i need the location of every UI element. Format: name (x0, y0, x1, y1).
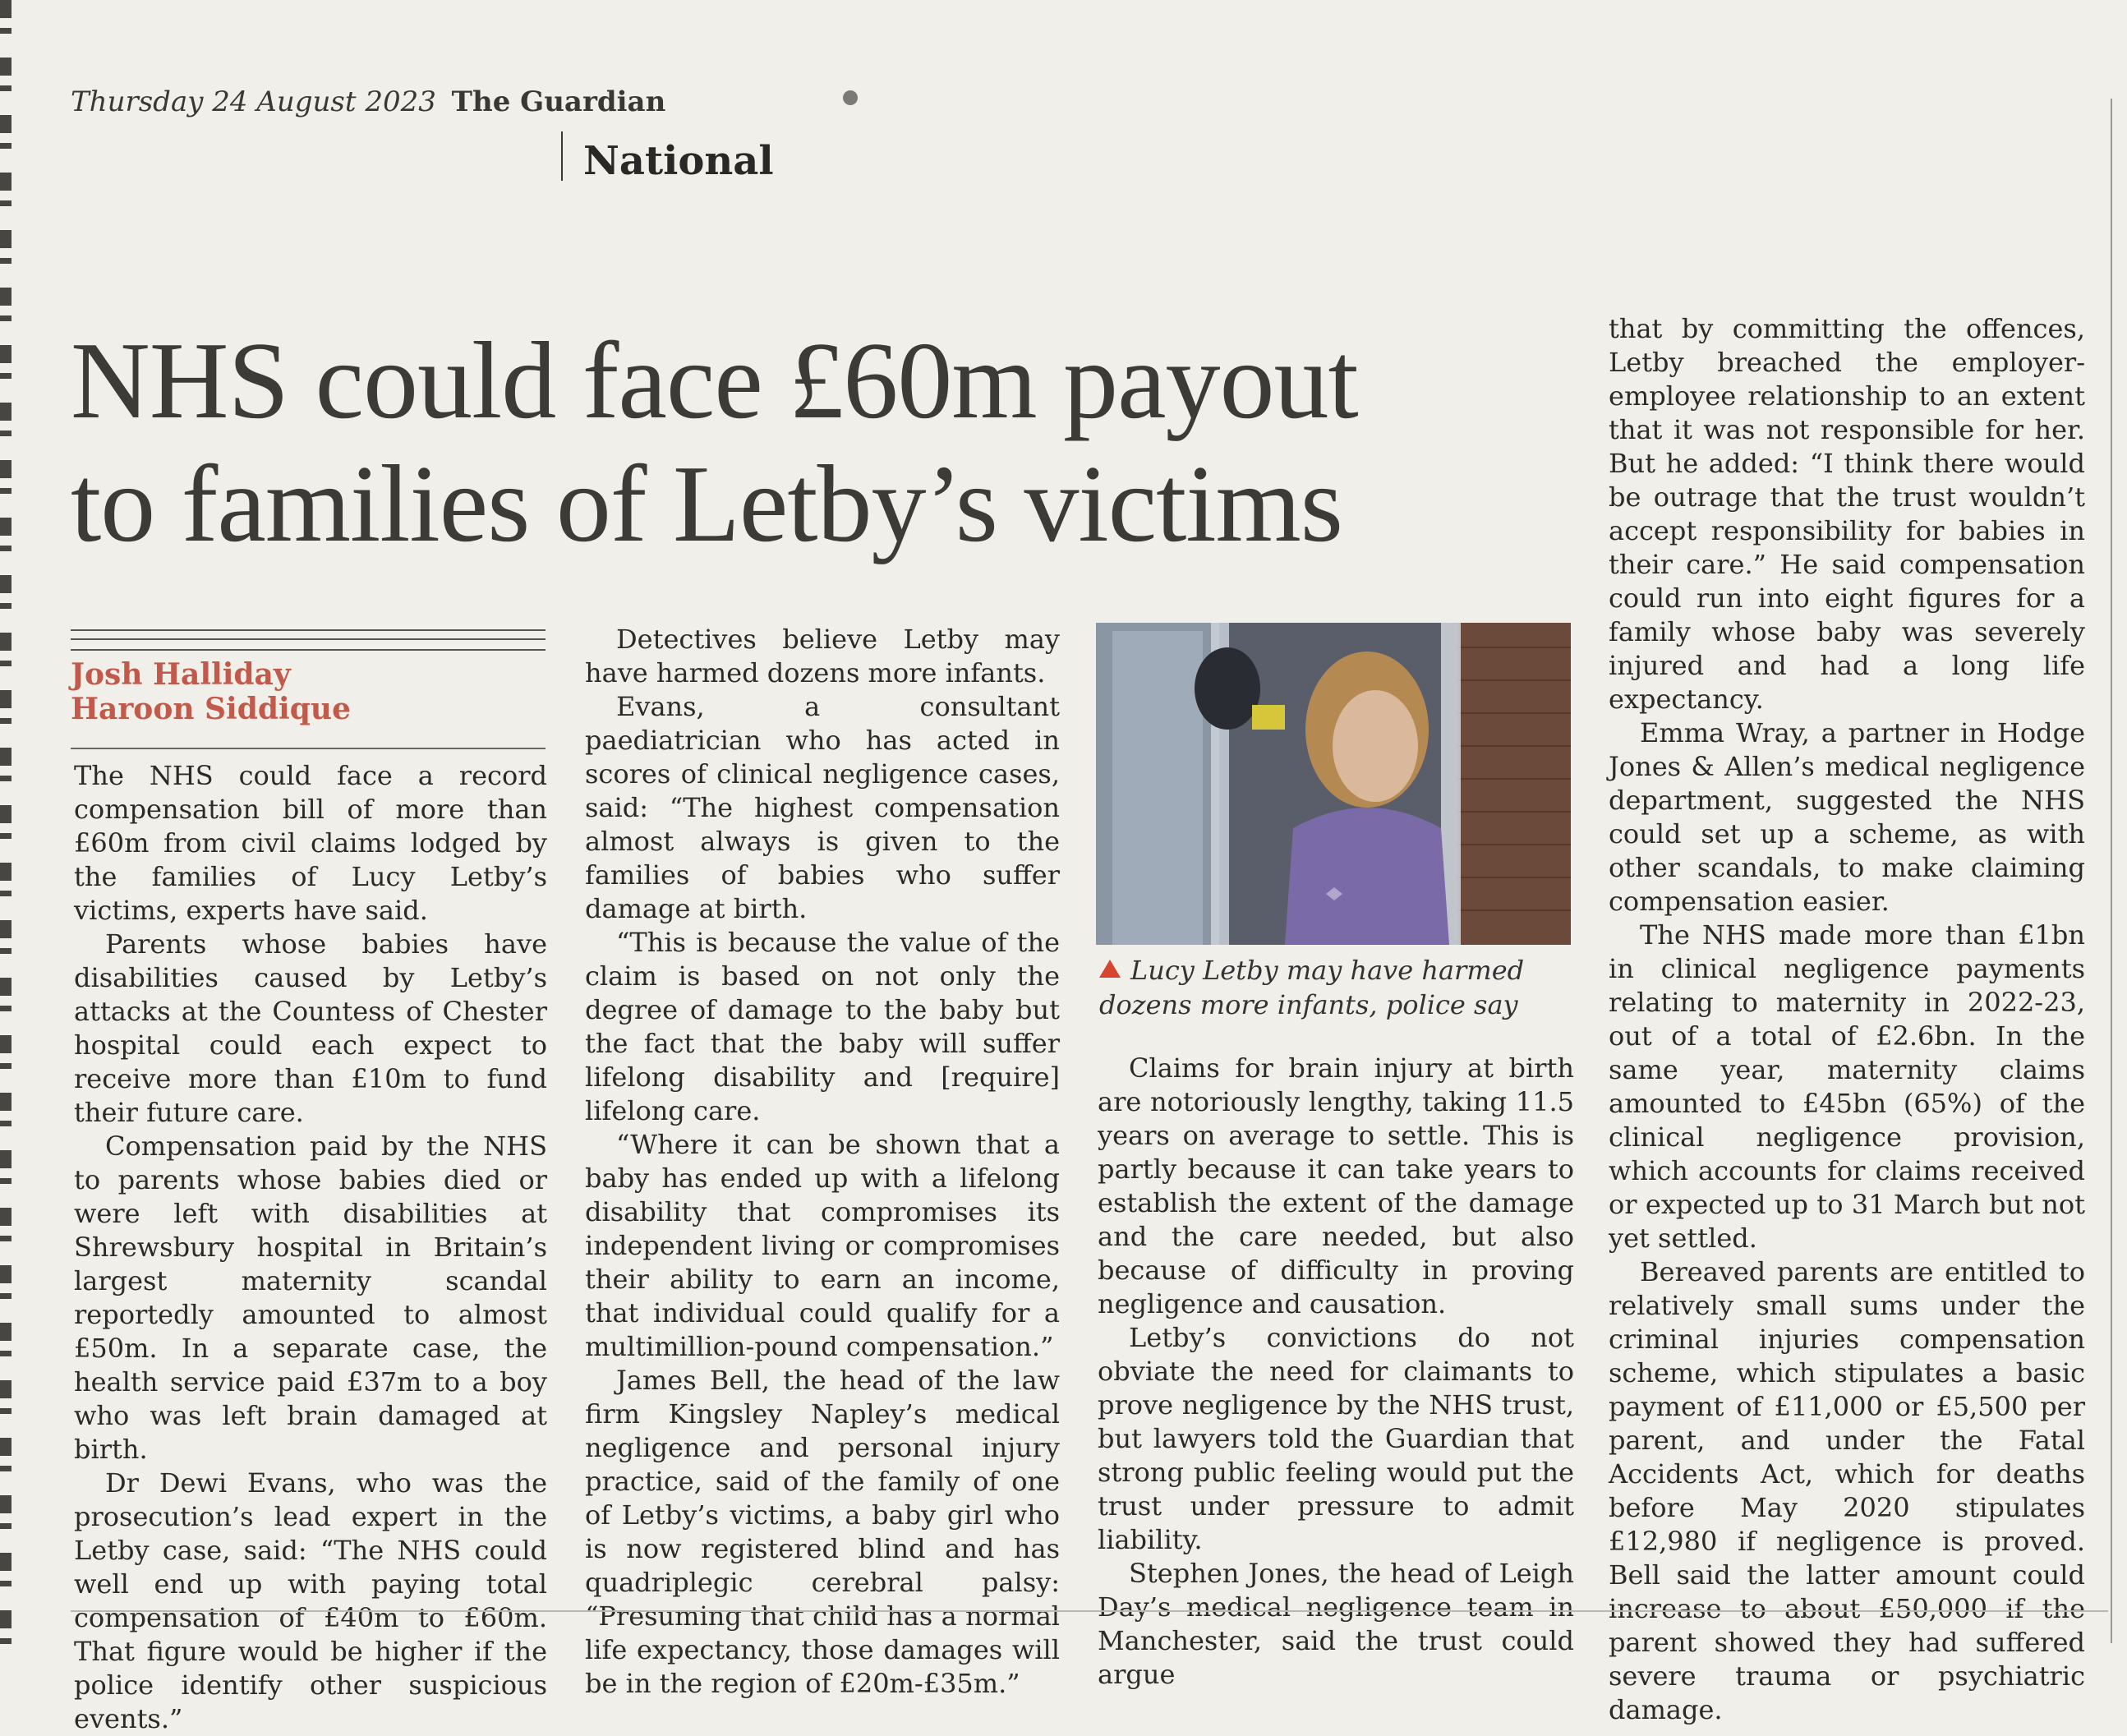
paragraph: Dr Dewi Evans, who was the prosecution’s lead expert in the Letby case, said: “The NHS could well end up with paying total compensation of £40m to £60m. That figure would be higher if the police identify other suspicious events.” (74, 1467, 547, 1734)
byline (71, 657, 351, 726)
paragraph: Parents whose babies have disabilities caused by Letby’s attacks at the Countess of Chester hospital could each expect to receive more than £10m to fund their future care. (74, 928, 547, 1128)
paragraph: “This is because the value of the claim is based on not only the degree of damage to the baby but the fact that the baby will suffer lifelong disability and [require] lifelong care. (585, 927, 1060, 1126)
article-column-2 (585, 623, 1060, 1701)
red-triangle-icon (1099, 960, 1121, 978)
paragraph: Emma Wray, a partner in Hodge Jones & Allen’s medical negligence department, suggested the NHS could set up a scheme, as with other scandals, to make claiming compensation easier. (1609, 717, 2085, 917)
byline-divider (71, 748, 546, 749)
page-bottom-rule (71, 1610, 2108, 1612)
article-column-3 (1098, 1052, 1574, 1692)
date-text: Thursday 24 August 2023 (71, 85, 436, 118)
paragraph: that by committing the offences, Letby breached the employer-employee relationship to an extent that it was not responsible for her. But he added: “I think there would be outrage that the trust wouldn’t accept responsibility for babies in their care.” He said compensation could run into eight figures for a family whose baby was severely injured and had a long life expectancy. (1609, 313, 2085, 715)
caption-text: Lucy Letby may have harmed dozens more infants, police say (1099, 955, 1525, 1020)
article-photo (1096, 623, 1571, 945)
paragraph: Compensation paid by the NHS to parents whose babies died or were left with disabilities at Shrewsbury hospital in Britain’s largest maternity scandal reportedly amounted to almost £50m. In a separate case, the health service paid £37m to a boy who was left brain damaged at birth. (74, 1130, 547, 1465)
article-column-1 (74, 759, 547, 1736)
section-label: National (583, 138, 774, 184)
paragraph: James Bell, the head of the law firm Kingsley Napley’s medical negligence and personal injury practice, said of the family of one of Letby’s victims, a baby girl who is now registered blind and has quadriplegic cerebral palsy: “Presuming that child has a normal life expectancy, those damages will be in the region of £20m-£35m.” (585, 1365, 1060, 1699)
paragraph: Letby’s convictions do not obviate the need for claimants to prove negligence by the NHS trust, but lawyers told the Guardian that strong public feeling would put the trust under pressure to admit liability. (1098, 1322, 1574, 1555)
publication-name: The Guardian (451, 85, 666, 118)
author-name: Josh Halliday (71, 657, 291, 692)
torn-page-edge (0, 0, 12, 1651)
dateline (71, 85, 665, 118)
paragraph: “Where it can be shown that a baby has ended up with a lifelong disability that compromises its independent living or compromises their ability to earn an income, that individual could qualify for a multimillion-pound compensation.” (585, 1129, 1060, 1362)
paragraph: Claims for brain injury at birth are notoriously lengthy, taking 11.5 years on average to settle. This is partly because it can take years to establish the extent of the damage and the care needed, but also because of difficulty in proving negligence and causation. (1098, 1052, 1574, 1319)
paragraph: Bereaved parents are entitled to relatively small sums under the criminal injuries compensation scheme, which stipulates a basic payment of £11,000 or £5,500 per parent, and under the Fatal Accidents Act, which for deaths before May 2020 stipulates £12,980 if negligence is proved. Bell said the latter amount could increase to about £50,000 if the parent showed they had suffered severe trauma or psychiatric damage. (1609, 1256, 2085, 1725)
byline-rules (71, 629, 546, 651)
article-column-4 (1609, 312, 2085, 1727)
paragraph: Detectives believe Letby may have harmed dozens more infants. (585, 624, 1060, 688)
paragraph: Evans, a consultant paediatrician who has acted in scores of clinical negligence cases, said: “The highest compensation almost always is given to the families of babies who suffer damage at birth. (585, 691, 1060, 924)
adjacent-page-edge (2111, 99, 2127, 1643)
paragraph: The NHS made more than £1bn in clinical negligence payments relating to maternity in 2022-23, out of a total of £2.6bn. In the same year, maternity claims amounted to £45bn (65%) of the clinical negligence provision, which accounts for claims received or expected up to 31 March but not yet settled. (1609, 919, 2085, 1254)
author-name: Haroon Siddique (71, 692, 351, 726)
photo-caption (1099, 953, 1576, 1022)
paragraph: Stephen Jones, the head of Leigh Day’s medical negligence team in Manchester, said the trust could argue (1098, 1558, 1574, 1690)
page-dot-mark (843, 90, 858, 105)
section-divider (561, 131, 563, 181)
paragraph: The NHS could face a record compensation bill of more than £60m from civil claims lodged by the families of Lucy Letby’s victims, experts have said. (74, 760, 547, 926)
headline: NHS could face £60m payout to families of Letby’s victims (71, 320, 1358, 564)
photo-illustration (1096, 623, 1571, 945)
